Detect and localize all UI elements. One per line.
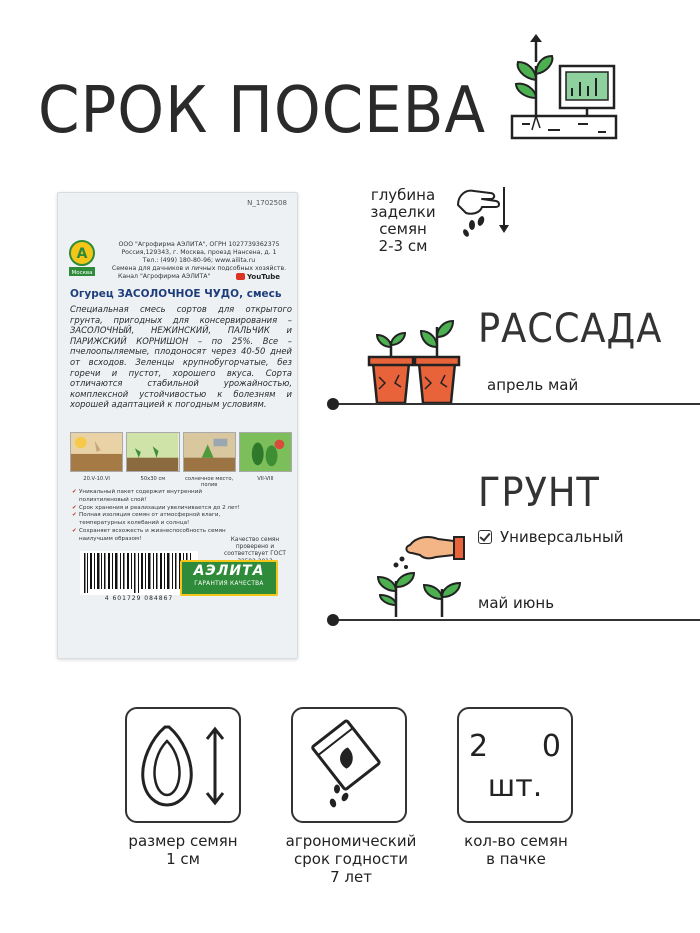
brand-logo — [180, 560, 278, 596]
list-item: ✔ Срок хранения и реализации увеличивается до 2 лет! — [72, 505, 242, 513]
seedlings-timeline — [330, 403, 700, 405]
packet-benefits-list — [72, 489, 242, 544]
youtube-label: YouTube — [247, 273, 280, 281]
label-line: срок годности — [294, 850, 408, 868]
brand-badge-icon — [68, 239, 96, 277]
timeline-dot — [327, 398, 339, 410]
hand-watering-plants-icon — [372, 525, 472, 620]
quality-note: Качество семян проверено и соответствует ГОСТ — [224, 537, 286, 558]
shelf-life-label — [262, 832, 440, 886]
badge-city: Москва — [71, 270, 93, 276]
label-value: 1 см — [166, 850, 200, 868]
page-title: СРОК ПОСЕВА — [38, 74, 487, 148]
seed-size-card — [125, 707, 241, 823]
label-value: 7 лет — [330, 868, 372, 886]
badge-letter: А — [76, 246, 88, 262]
list-item: ✔ Полная изоляция семян от атмосферной влаги, температурных колебаний и солнца! — [72, 512, 242, 528]
packet-code: N_1702508 — [247, 199, 287, 207]
seedling-pots-icon — [365, 317, 465, 405]
logo-tagline: ГАРАНТИЯ КАЧЕСТВА — [194, 581, 264, 587]
company-line: Семена для дачников и личных подсобных хозяйств. — [111, 265, 287, 272]
seed-size-icon — [127, 709, 239, 821]
step-watering — [183, 432, 236, 472]
logo-name: АЭЛИТА — [193, 563, 265, 579]
label-line: в пачке — [486, 850, 546, 868]
label-line: агрономический — [285, 832, 417, 850]
sowing-depth-text — [366, 187, 440, 255]
checkbox-icon — [478, 530, 492, 544]
company-line: Россия,129343, г. Москва, проезд Нансена, д. 1 — [121, 249, 277, 256]
youtube-logo — [236, 273, 280, 281]
step-harvest — [239, 432, 292, 472]
company-line: Тел.: (499) 180-80-96; www.ailita.ru — [142, 257, 256, 264]
step-labels — [70, 476, 292, 488]
step-label: 20.V-10.VI — [83, 476, 110, 482]
seed-packet-image — [57, 192, 298, 659]
hand-planting-seed-icon — [452, 183, 512, 243]
count-digit: 2 — [469, 729, 489, 764]
seed-count-value — [469, 729, 561, 764]
depth-line: заделки — [370, 203, 436, 221]
depth-line: глубина — [370, 186, 436, 204]
seed-count-unit: шт. — [487, 769, 543, 804]
count-digit: 0 — [541, 729, 561, 764]
label-line: размер семян — [128, 832, 238, 850]
product-name: Огурец ЗАСОЛОЧНОЕ ЧУДО, смесь — [70, 288, 282, 300]
youtube-icon — [236, 273, 245, 280]
seed-size-label — [112, 832, 254, 868]
shelf-life-card — [291, 707, 407, 823]
product-description: Специальная смесь сортов для открытого грунта, пригодных для консервирования – ЗАСОЛОЧНЫЙ, НЕЖИНСКИЙ, ПАЛЬЧИК и ПАРИЖСКИЙ КОРНИШОН – по 25%. Все – пчелоопыляемые, плодоносят через 40-50 дней от всходов. Зеленцы крупнобугорчатые, без горечи и пустот, хорошего вкуса. Сорта отличаются стабильной урожайностью, комплексной устойчивостью к болезням и хорошей адаптацией к погодным условиям. — [70, 304, 292, 410]
planting-steps — [70, 432, 292, 472]
seed-packet-icon — [293, 709, 405, 821]
ground-title: ГРУНТ — [478, 470, 600, 516]
depth-value: 2-3 см — [378, 237, 428, 255]
company-line: Канал "Агрофирма АЭЛИТА" — [118, 273, 211, 280]
ground-months: май июнь — [478, 594, 555, 612]
step-label: солнечное место, полив — [185, 476, 234, 488]
list-item: ✔ Уникальный пакет содержит внутренний полиэтиленовый слой! — [72, 489, 242, 505]
seedling-growth-chart-icon — [508, 32, 620, 142]
label-line: кол-во семян — [464, 832, 568, 850]
ground-timeline — [330, 619, 700, 621]
barcode-number: 4 601729 084867 — [104, 595, 174, 602]
step-sowing — [70, 432, 123, 472]
depth-line: семян — [379, 220, 427, 238]
seedlings-title: РАССАДА — [478, 306, 663, 352]
step-label: 50x30 см — [140, 476, 166, 482]
soil-type — [478, 528, 624, 546]
seed-count-label — [436, 832, 596, 868]
step-spacing — [126, 432, 179, 472]
soil-type-label: Универсальный — [500, 528, 624, 546]
step-label: VII-VIII — [257, 476, 274, 482]
seedlings-months: апрель май — [487, 376, 579, 394]
company-line: ООО "Агрофирма АЭЛИТА", ОГРН 1027739362375 — [118, 241, 280, 248]
list-item: ✔ Сохраняет всхожесть и жизнеспособность семян наилучшим образом! — [72, 528, 242, 544]
seed-count-card — [457, 707, 573, 823]
timeline-dot — [327, 614, 339, 626]
